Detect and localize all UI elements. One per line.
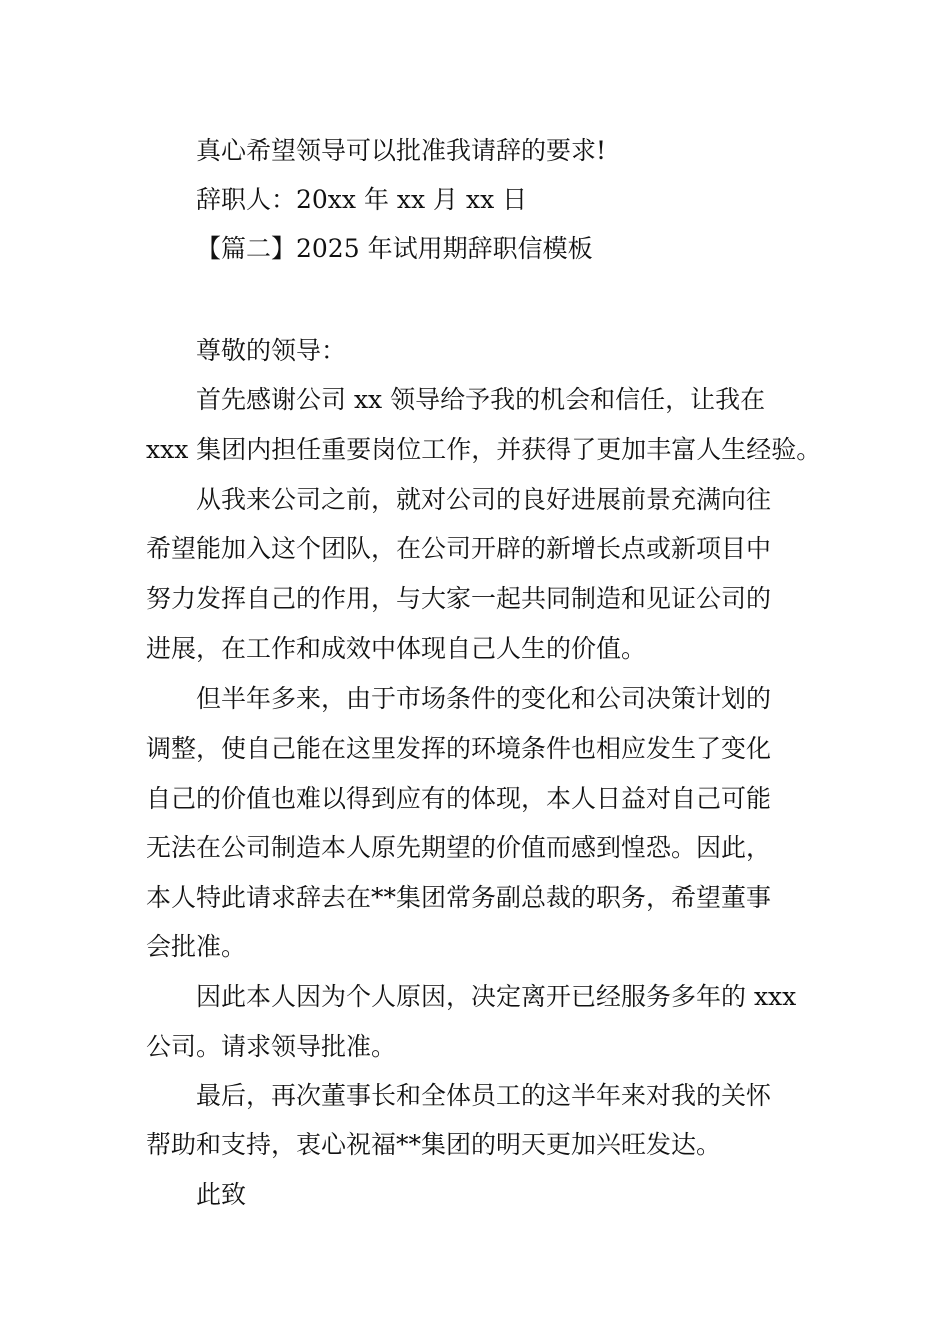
closing-request-line: 真心希望领导可以批准我请辞的要求!: [196, 136, 607, 165]
paragraph-3-line-5: 本人特此请求辞去在**集团常务副总裁的职务，希望董事: [146, 883, 772, 912]
paragraph-3-line-6: 会批准。: [146, 932, 247, 961]
signature-date-line: 辞职人：20xx 年 xx 月 xx 日: [196, 185, 528, 214]
section-heading: 【篇二】2025 年试用期辞职信模板: [196, 234, 593, 263]
paragraph-3-line-2: 调整，使自己能在这里发挥的环境条件也相应发生了变化: [146, 734, 772, 763]
paragraph-4-line-2: 公司。请求领导批准。: [146, 1032, 397, 1061]
paragraph-3-line-4: 无法在公司制造本人原先期望的价值而感到惶恐。因此，: [146, 833, 772, 862]
closing-phrase: 此致: [196, 1180, 247, 1209]
paragraph-2-line-4: 进展，在工作和成效中体现自己人生的价值。: [146, 634, 647, 663]
paragraph-5-line-1: 最后，再次董事长和全体员工的这半年来对我的关怀: [196, 1081, 772, 1110]
paragraph-2-line-3: 努力发挥自己的作用，与大家一起共同制造和见证公司的: [146, 584, 772, 613]
paragraph-2-line-2: 希望能加入这个团队，在公司开辟的新增长点或新项目中: [146, 534, 772, 563]
paragraph-5-line-2: 帮助和支持，衷心祝福**集团的明天更加兴旺发达。: [146, 1130, 722, 1159]
paragraph-3-line-3: 自己的价值也难以得到应有的体现，本人日益对自己可能: [146, 784, 772, 813]
paragraph-1-line-2: xxx 集团内担任重要岗位工作，并获得了更加丰富人生经验。: [146, 435, 822, 464]
salutation: 尊敬的领导：: [196, 336, 347, 365]
paragraph-1-line-1: 首先感谢公司 xx 领导给予我的机会和信任，让我在: [196, 385, 766, 414]
paragraph-3-line-1: 但半年多来，由于市场条件的变化和公司决策计划的: [196, 684, 772, 713]
paragraph-2-line-1: 从我来公司之前，就对公司的良好进展前景充满向往: [196, 485, 772, 514]
paragraph-4-line-1: 因此本人因为个人原因，决定离开已经服务多年的 xxx: [196, 982, 797, 1011]
